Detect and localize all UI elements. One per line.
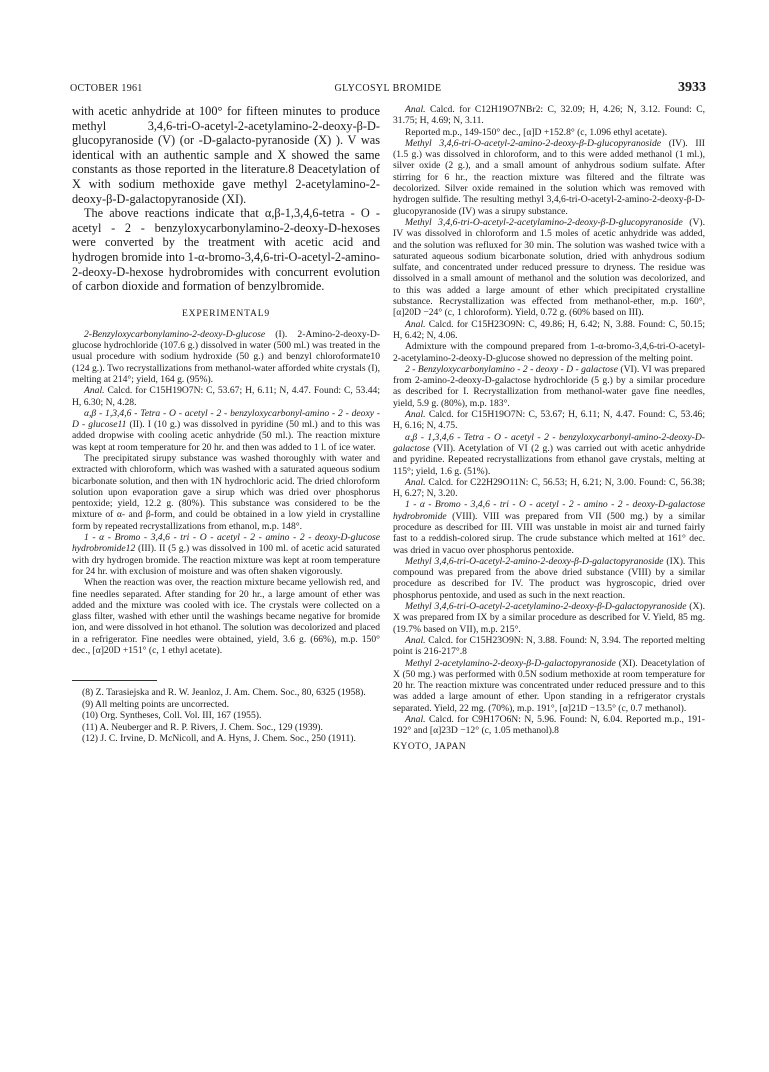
footnote: (11) A. Neuberger and R. P. Rivers, J. Chem. Soc., 129 (1939).	[82, 721, 323, 733]
experimental-paragraph	[393, 341, 705, 364]
compound-title: Methyl 3,4,6-tri-O-acetyl-2-acetylamino-2-deoxy-β-D-galactopyranoside	[405, 601, 687, 613]
experimental-paragraph	[72, 453, 380, 532]
left-column	[72, 104, 380, 744]
compound-title: Methyl 2-acetylamino-2-deoxy-β-D-galactopyranoside	[405, 657, 616, 669]
experimental-paragraph	[393, 635, 705, 658]
right-column	[393, 104, 705, 752]
paragraph-text: Calcd. for C9H17O6N: N, 5.96. Found: N, 6.04. Reported m.p., 191-192° and [α]23D −12° (c, 1.05 methanol).8	[393, 714, 705, 737]
page-header	[70, 80, 706, 99]
experimental-paragraph	[393, 432, 705, 477]
paragraph-text: (IX). This compound was prepared from the above dried substance (VIII) by a similar procedure as described for IV. The product was hygroscopic, dried over phosphorus pentoxide, and used as such in the next reaction.	[393, 555, 705, 601]
header-date: OCTOBER 1961	[70, 83, 143, 94]
section-heading: EXPERIMENTAL9	[182, 307, 270, 319]
experimental-paragraph	[393, 477, 705, 500]
paragraph-text: Admixture with the compound prepared from 1-α-bromo-3,4,6-tri-O-acetyl-2-acetylamino-2-deoxy-D-glucose showed no depression of the melting point.	[393, 341, 705, 364]
paragraph-text: (IV). III (1.5 g.) was dissolved in chloroform, and to this were added methanol (1 ml.), silver oxide (2 g.), and a small amount of anhydrous sodium sulfate. After stirring for 6 hr., the reaction mixture was filtered and the filtrate was decolorized. Silver oxide remained in the solution which was removed with hydrogen sulfide. The resulting methyl 3,4,6-tri-O-acetyl-2-amino-2-deoxy-β-D-glucopyranoside (IV) was a sirupy substance.	[393, 137, 705, 217]
experimental-paragraph	[393, 127, 705, 138]
compound-title: Anal.	[84, 385, 105, 397]
experimental-paragraph	[393, 364, 705, 409]
footnote: (8) Z. Tarasiejska and R. W. Jeanloz, J. Am. Chem. Soc., 80, 6325 (1958).	[82, 687, 366, 699]
compound-title: Methyl 3,4,6-tri-O-acetyl-2-amino-2-deoxy-β-D-galactopyranoside	[405, 555, 664, 567]
compound-title: 1 - α - Bromo - 3,4,6 - tri - O - acetyl - 2 - amino - 2 - deoxy-D-galactose hydrobromide	[393, 499, 705, 522]
experimental-paragraph	[72, 532, 380, 577]
paragraph-text: Calcd. for C15H23O9N: N, 3.88. Found: N, 3.94. The reported melting point is 216-217°.8	[393, 634, 705, 658]
compound-title: Anal.	[405, 318, 426, 330]
paragraph-text: When the reaction was over, the reaction mixture became yellowish red, and fine needles separated. After standing for 20 hr., a large amount of ether was added and the mixture was cooled with ice. The crystals were collected on a glass filter, washed with ether until the washings became negative for bromide ion, and were dissolved in hot ethanol. The solution was decolorized and placed in a refrigerator. Fine needles were obtained, yield, 3.6 g. (66%), m.p. 150° dec., [α]20D +151° (c, 1 ethyl acetate).	[72, 577, 380, 657]
footnote-divider	[72, 680, 157, 681]
paragraph-text: (VII). Acetylation of VI (2 g.) was carried out with acetic anhydride and pyridine. Repeated recrystallizations from ethanol gave crystals, melting at 115°; yield, 1.6 g. (51%).	[393, 442, 705, 477]
paragraph-text: The precipitated sirupy substance was washed thoroughly with water and extracted with chloroform, which was washed with a saturated aqueous sodium bicarbonate solution, and then with 1N hydrochloric acid. The dried chloroform solution upon evaporation gave a sirup which was dried over phosphorus pentoxide; yield, 12.2 g. (80%). This substance was considered to be the mixture of α- and β-form, and could be obtained in a low yield in crystalline form by repeated recrystallizations from ethanol, m.p. 148°.	[72, 452, 380, 532]
paragraph-text: (I). 2-Amino-2-deoxy-D-glucose hydrochloride (107.6 g.) dissolved in water (500 ml.) was treated in the usual procedure with sodium hydroxide (50 g.) and benzyl chloroformate10 (124 g.). Two recrystallizations from methanol-water afforded white crystals (I), melting at 214°; yield, 164 g. (95%).	[72, 328, 381, 385]
compound-title: Anal.	[405, 634, 426, 646]
footnote: (10) Org. Syntheses, Coll. Vol. III, 167 (1955).	[82, 710, 262, 722]
header-running-title: GLYCOSYL BROMIDE	[334, 83, 442, 94]
experimental-paragraph	[72, 329, 380, 385]
experimental-paragraph	[393, 104, 705, 127]
paragraph-text: (VI). VI was prepared from 2-amino-2-deoxy-D-galactose hydrochloride (5 g.) by a similar procedure as described for I. Recrystallization from methanol-water gave fine needles, yield, 5.9 g. (80%), m.p. 183°.	[393, 363, 706, 409]
compound-title: Anal.	[405, 104, 426, 115]
compound-title: 2 - Benzyloxycarbonylamino - 2 - deoxy - D - galactose	[405, 363, 618, 375]
compound-title: α,β - 1,3,4,6 - Tetra - O - acetyl - 2 - benzyloxycarbonyl-amino - 2 - deoxy - D - glucose11	[72, 407, 380, 431]
paragraph-text: (III). II (5 g.) was dissolved in 100 ml. of acetic acid saturated with dry hydrogen bromide. The reaction mixture was kept at room temperature for 24 hr. with exclusion of moisture and was often shaken vigorously.	[72, 543, 380, 577]
paragraph-text: (V). IV was dissolved in chloroform and 1.5 moles of acetic anhydride was added, and the solution was refluxed for 30 min. The solution was washed twice with a saturated aqueous sodium bicarbonate solution, dried with anhydrous sodium sulfate, and concentrated under reduced pressure to dryness. The residue was dissolved in a small amount of methanol and the solution was decolorized, and to this was added a large amount of ether which precipitated crystalline substance. Recrystallization was effected from methanol-ether, m.p. 160°, [α]20D −24° (c, 1 chloroform). Yield, 0.72 g. (60% based on III).	[393, 216, 705, 319]
experimental-paragraph	[393, 499, 705, 555]
compound-title: Methyl 3,4,6-tri-O-acetyl-2-acetylamino-2-deoxy-β-D-glucopyranoside	[405, 216, 683, 228]
footnote: (12) J. C. Irvine, D. McNicoll, and A. Hyns, J. Chem. Soc., 250 (1911).	[82, 732, 356, 744]
experimental-paragraph	[393, 319, 705, 342]
experimental-paragraph	[72, 385, 380, 408]
paragraph-text: Calcd. for C15H19O7N: C, 53.67; H, 6.11; N, 4.47. Found: C, 53.44; H, 6.30; N, 4.28.	[72, 385, 380, 408]
experimental-paragraph	[393, 138, 705, 217]
paragraph-text: Calcd. for C12H19O7NBr2: C, 32.09; H, 4.26; N, 3.12. Found: C, 31.75; H, 4.69; N, 3.11.	[393, 104, 705, 127]
experimental-paragraph	[393, 217, 705, 319]
compound-title: Methyl 3,4,6-tri-O-acetyl-2-amino-2-deoxy-β-D-glucopyranoside	[405, 137, 662, 149]
paragraph-text: (VIII). VIII was prepared from VII (500 mg.) by a similar procedure as described for III. VIII was unstable in moist air and turned fairly fast to a reddish-colored sirup. The crude substance which melted at 161° dec. was dried in vacuo over phosphorus pentoxide.	[393, 510, 705, 556]
compound-title: Anal.	[405, 409, 426, 421]
experimental-paragraph	[72, 408, 380, 453]
footnote: (9) All melting points are uncorrected.	[82, 698, 230, 710]
author-location: KYOTO, JAPAN	[393, 740, 467, 752]
paragraph-text: Calcd. for C22H29O11N: C, 56.53; H, 6.21; N, 3.00. Found: C, 56.38; H, 6.27; N, 3.20.	[393, 476, 705, 500]
paragraph-text: Calcd. for C15H23O9N: C, 49.86; H, 6.42; N, 3.88. Found: C, 50.15; H, 6.42; N, 4.06.	[393, 318, 705, 341]
paragraph-text: (X). X was prepared from IX by a similar procedure as described for V. Yield, 85 mg. (19.7% based on VII), m.p. 215°.	[393, 601, 705, 635]
experimental-paragraph	[393, 658, 705, 714]
intro-paragraph: The above reactions indicate that α,β-1,3,4,6-tetra - O - acetyl - 2 - benzyloxycarbonylamino-2-deoxy-D-hexoses were converted by the treatment with acetic acid and hydrogen bromide into 1-α-bromo-3,4,6-tri-O-acetyl-2-amino-2-deoxy-D-hexose hydrobromides with concurrent evolution of carbon dioxide and formation of benzylbromide.	[72, 206, 380, 294]
paragraph-text: (II). I (10 g.) was dissolved in pyridine (50 ml.) and to this was added dropwise with cooling acetic anhydride (50 ml.). The reaction mixture was kept at room temperature for 20 hr. and then was added to 1 l. of ice water.	[72, 419, 380, 453]
compound-title: α,β - 1,3,4,6 - Tetra - O - acetyl - 2 - benzyloxycarbonyl-amino-2-deoxy-D-galactose	[393, 431, 705, 454]
compound-title: 1 - α - Bromo - 3,4,6 - tri - O - acetyl - 2 - amino - 2 - deoxy-D-glucose hydrobromide12	[72, 532, 380, 555]
experimental-paragraph	[393, 714, 705, 737]
paragraph-text: (XI). Deacetylation of X (50 mg.) was performed with 0.5N sodium methoxide at room temperature for 20 hr. The reaction mixture was concentrated under reduced pressure and to this was added a large amount of ether. Upon standing in a refrigerator crystals separated. Yield, 22 mg. (70%), m.p. 191°, [α]21D −13.5° (c, 0.7 methanol).	[393, 657, 705, 714]
header-page-number: 3933	[678, 80, 706, 95]
experimental-paragraph	[393, 601, 705, 635]
paragraph-text: Calcd. for C15H19O7N: C, 53.67; H, 6.11; N, 4.47. Found: C, 53.46; H, 6.16; N, 4.75.	[393, 409, 705, 432]
compound-title: Anal.	[405, 476, 426, 488]
experimental-paragraph	[393, 556, 705, 601]
intro-paragraph: with acetic anhydride at 100° for fifteen minutes to produce methyl 3,4,6-tri-O-acetyl-2-acetylamino-2-deoxy-β-D-glucopyranoside (V) (or -D-galacto-pyranoside (X) ). V was identical with an authentic sample and X showed the same constants as those reported in the literature.8 Deacetylation of X with sodium methoxide gave methyl 2-acetylamino-2-deoxy-β-D-galactopyranoside (XI).	[72, 104, 380, 206]
experimental-paragraph	[393, 409, 705, 432]
compound-title: 2-Benzyloxycarbonylamino-2-deoxy-D-glucose	[84, 328, 266, 340]
experimental-paragraph	[72, 577, 380, 656]
compound-title: Anal.	[405, 714, 426, 726]
paragraph-text: Reported m.p., 149-150° dec., [α]D +152.8° (c, 1.096 ethyl acetate).	[405, 126, 668, 138]
